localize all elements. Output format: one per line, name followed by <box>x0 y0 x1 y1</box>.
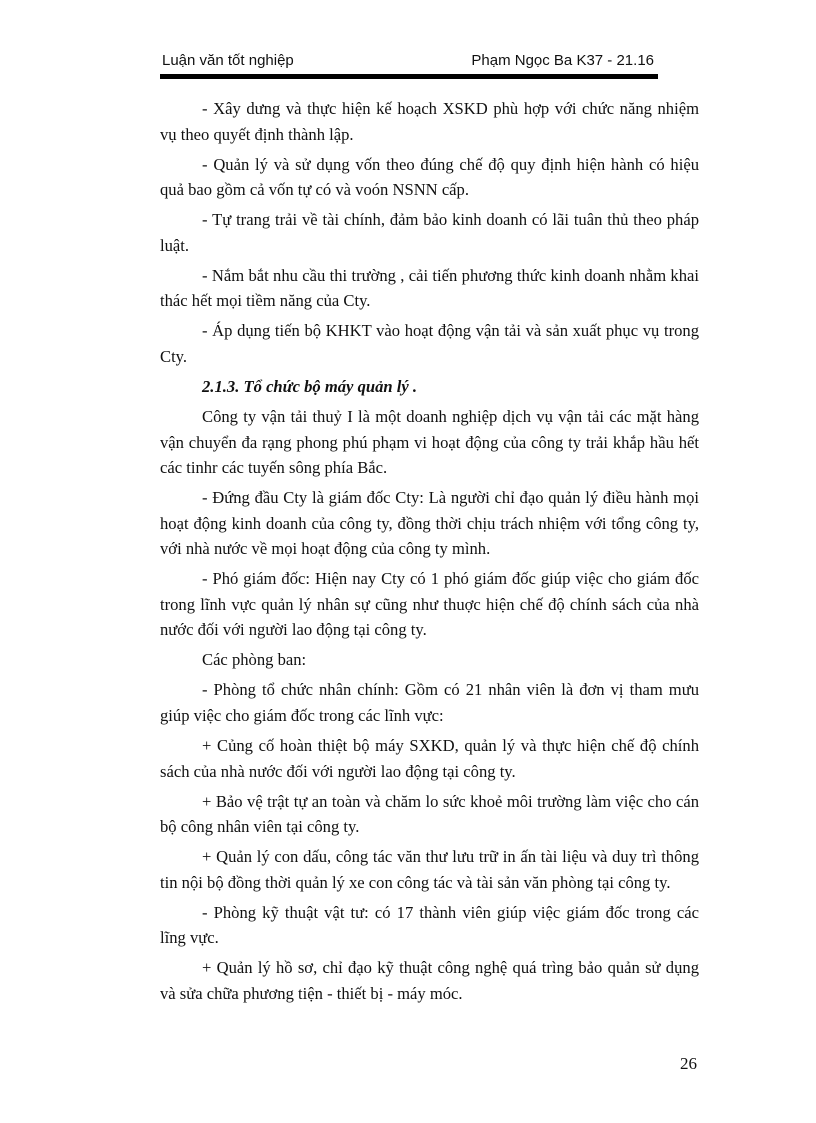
paragraph: - Xây dưng và thực hiện kế hoạch XSKD phù hợp với chức năng nhiệm vụ theo quyết định thành lập. <box>160 99 699 144</box>
page-number: 26 <box>680 1054 697 1073</box>
paragraph: Công ty vận tải thuỷ I là một doanh nghiệp dịch vụ vận tải các mặt hàng vận chuyển đa rạng phong phú phạm vi hoạt động của công ty trải khắp hầu hết các tinhr các tuyến sông phía Bắc. <box>160 407 699 478</box>
paragraph: + Quản lý hồ sơ, chỉ đạo kỹ thuật công nghệ quá trìng bảo quản sử dụng và sửa chữa phương tiện - thiết bị - máy móc. <box>160 958 699 1003</box>
page-header <box>162 50 654 72</box>
paragraph: - Nắm bắt nhu cầu thi trường , cải tiến phương thức kinh doanh nhằm khai thác hết mọi tiềm năng của Cty. <box>160 265 699 311</box>
paragraph: + Củng cố hoàn thiệt bộ máy SXKD, quản lý và thực hiện chế độ chính sách của nhà nước đối với người lao động tại công ty. <box>160 736 699 781</box>
paragraph: - Phòng kỹ thuật vật tư: có 17 thành viên giúp việc giám đốc trong các lĩng vực. <box>160 902 699 948</box>
paragraph: - Quản lý và sử dụng vốn theo đúng chế độ quy định hiện hành có hiệu quả bao gồm cả vốn tự có và voón NSNN cấp. <box>160 154 699 200</box>
paragraph: - Tự trang trải về tài chính, đảm bảo kinh doanh có lãi tuân thủ theo pháp luật. <box>160 210 699 255</box>
paragraph: - Phòng tổ chức nhân chính: Gồm có 21 nhân viên là đơn vị tham mưu giúp việc cho giám đốc trong các lĩnh vực: <box>160 680 699 725</box>
paragraph: - Áp dụng tiến bộ KHKT vào hoạt động vận tải và sản xuất phục vụ trong Cty. <box>160 321 699 366</box>
paragraph: - Phó giám đốc: Hiện nay Cty có 1 phó giám đốc giúp việc cho giám đốc trong lĩnh vực quản lý nhân sự cũng như thuợc hiện chế độ chính sách của nhà nước đối với người lao động tại công ty. <box>160 569 699 640</box>
header-author: Phạm Ngọc Ba K37 - 21.16 <box>471 52 654 69</box>
paragraph: Các phòng ban: <box>202 650 307 670</box>
header-document-title: Luận văn tốt nghiệp <box>162 52 294 69</box>
section-heading: 2.1.3. Tổ chức bộ máy quản lý . <box>202 376 418 396</box>
header-rule <box>160 74 658 79</box>
paragraph: + Quản lý con dấu, công tác văn thư lưu trữ in ấn tài liệu và duy trì thông tin nội bộ đồng thời quản lý xe con công tác và tài sản văn phòng tại công ty. <box>160 847 699 892</box>
paragraph: - Đứng đầu Cty là giám đốc Cty: Là người chỉ đạo quản lý điều hành mọi hoạt động kinh doanh của công ty, đồng thời chịu trách nhiệm với tổng công ty, với nhà nước về mọi hoạt động của công ty mình. <box>160 488 699 559</box>
paragraph: + Bảo vệ trật tự an toàn và chăm lo sức khoẻ môi trường làm việc cho cán bộ công nhân viên tại công ty. <box>160 791 699 837</box>
body-text <box>160 96 699 1011</box>
